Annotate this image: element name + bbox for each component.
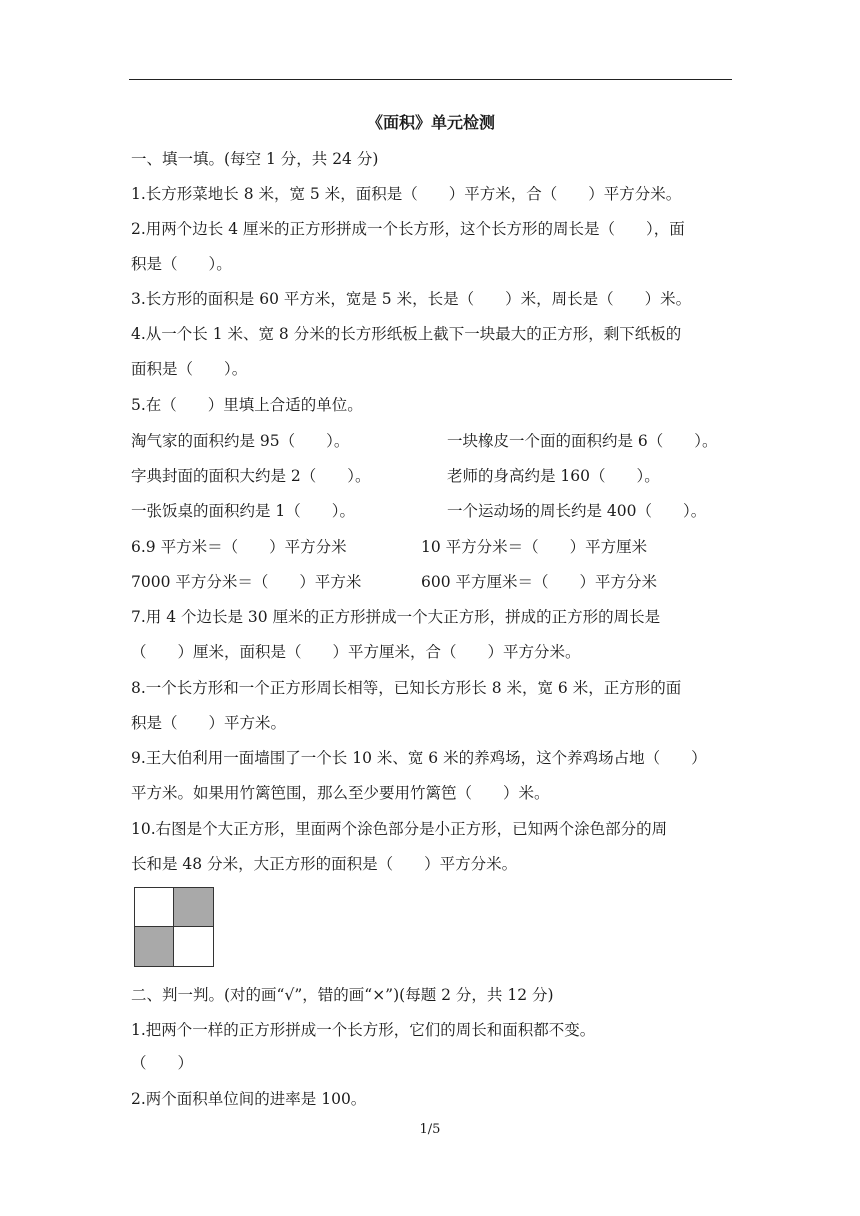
- question-10-line1: 10.右图是个大正方形，里面两个涂色部分是小正方形，已知两个涂色部分的周: [131, 820, 668, 838]
- q5-item: 老师的身高约是 160（ ）。: [447, 467, 660, 485]
- question-2-line1: 2.用两个边长 4 厘米的正方形拼成一个长方形，这个长方形的周长是（ ），面: [131, 220, 685, 238]
- page-number: 1/5: [419, 1122, 441, 1137]
- q6-item: 6.9 平方米＝（ ）平方分米: [131, 538, 347, 556]
- question-10-line2: 长和是 48 分米，大正方形的面积是（ ）平方分米。: [131, 855, 518, 873]
- square-diagram: [134, 887, 214, 967]
- q6-item: 7000 平方分米＝（ ）平方米: [131, 573, 362, 591]
- question-7-line1: 7.用 4 个边长是 30 厘米的正方形拼成一个大正方形，拼成的正方形的周长是: [131, 608, 661, 626]
- q5-item: 淘气家的面积约是 95（ ）。: [131, 432, 350, 450]
- question-9-line2: 平方米。如果用竹篱笆围，那么至少要用竹篱笆（ ）米。: [131, 784, 550, 802]
- shaded-square: [174, 888, 213, 927]
- white-square: [135, 888, 174, 927]
- q5-item: 一张饭桌的面积约是 1（ ）。: [131, 502, 356, 520]
- shaded-square: [135, 927, 174, 966]
- q5-item: 字典封面的面积大约是 2（ ）。: [131, 467, 371, 485]
- page-title: 《面积》单元检测: [366, 113, 495, 132]
- question-2-line2: 积是（ ）。: [131, 255, 232, 273]
- answer-blank: （ ）: [131, 1054, 194, 1072]
- question-5-intro: 5.在（ ）里填上合适的单位。: [131, 396, 363, 414]
- q5-item: 一个运动场的周长约是 400（ ）。: [447, 502, 707, 520]
- question-3: 3.长方形的面积是 60 平方米，宽是 5 米，长是（ ）米，周长是（ ）米。: [131, 290, 692, 308]
- question-4-line1: 4.从一个长 1 米、宽 8 分米的长方形纸板上截下一块最大的正方形，剩下纸板的: [131, 325, 682, 343]
- question-1: 1.长方形菜地长 8 米，宽 5 米，面积是（ ）平方米，合（ ）平方分米。: [131, 185, 682, 203]
- question-9-line1: 9.王大伯利用一面墙围了一个长 10 米、宽 6 米的养鸡场，这个养鸡场占地（ ）: [131, 749, 707, 767]
- white-square: [174, 927, 213, 966]
- q5-item: 一块橡皮一个面的面积约是 6（ ）。: [447, 432, 718, 450]
- judge-question-1: 1.把两个一样的正方形拼成一个长方形，它们的周长和面积都不变。: [131, 1021, 596, 1039]
- question-4-line2: 面积是（ ）。: [131, 360, 248, 378]
- question-8-line1: 8.一个长方形和一个正方形周长相等，已知长方形长 8 米，宽 6 米，正方形的面: [131, 679, 682, 697]
- question-8-line2: 积是（ ）平方米。: [131, 714, 287, 732]
- q6-item: 10 平方分米＝（ ）平方厘米: [421, 538, 648, 556]
- q6-item: 600 平方厘米＝（ ）平方分米: [421, 573, 658, 591]
- judge-question-2: 2.两个面积单位间的进率是 100。: [131, 1090, 367, 1108]
- section1-heading: 一、填一填。(每空 1 分，共 24 分): [131, 150, 379, 168]
- question-7-line2: （ ）厘米，面积是（ ）平方厘米，合（ ）平方分米。: [131, 643, 581, 661]
- section2-heading: 二、判一判。(对的画“√”，错的画“×”)(每题 2 分，共 12 分): [131, 986, 554, 1004]
- header-rule: [129, 79, 732, 80]
